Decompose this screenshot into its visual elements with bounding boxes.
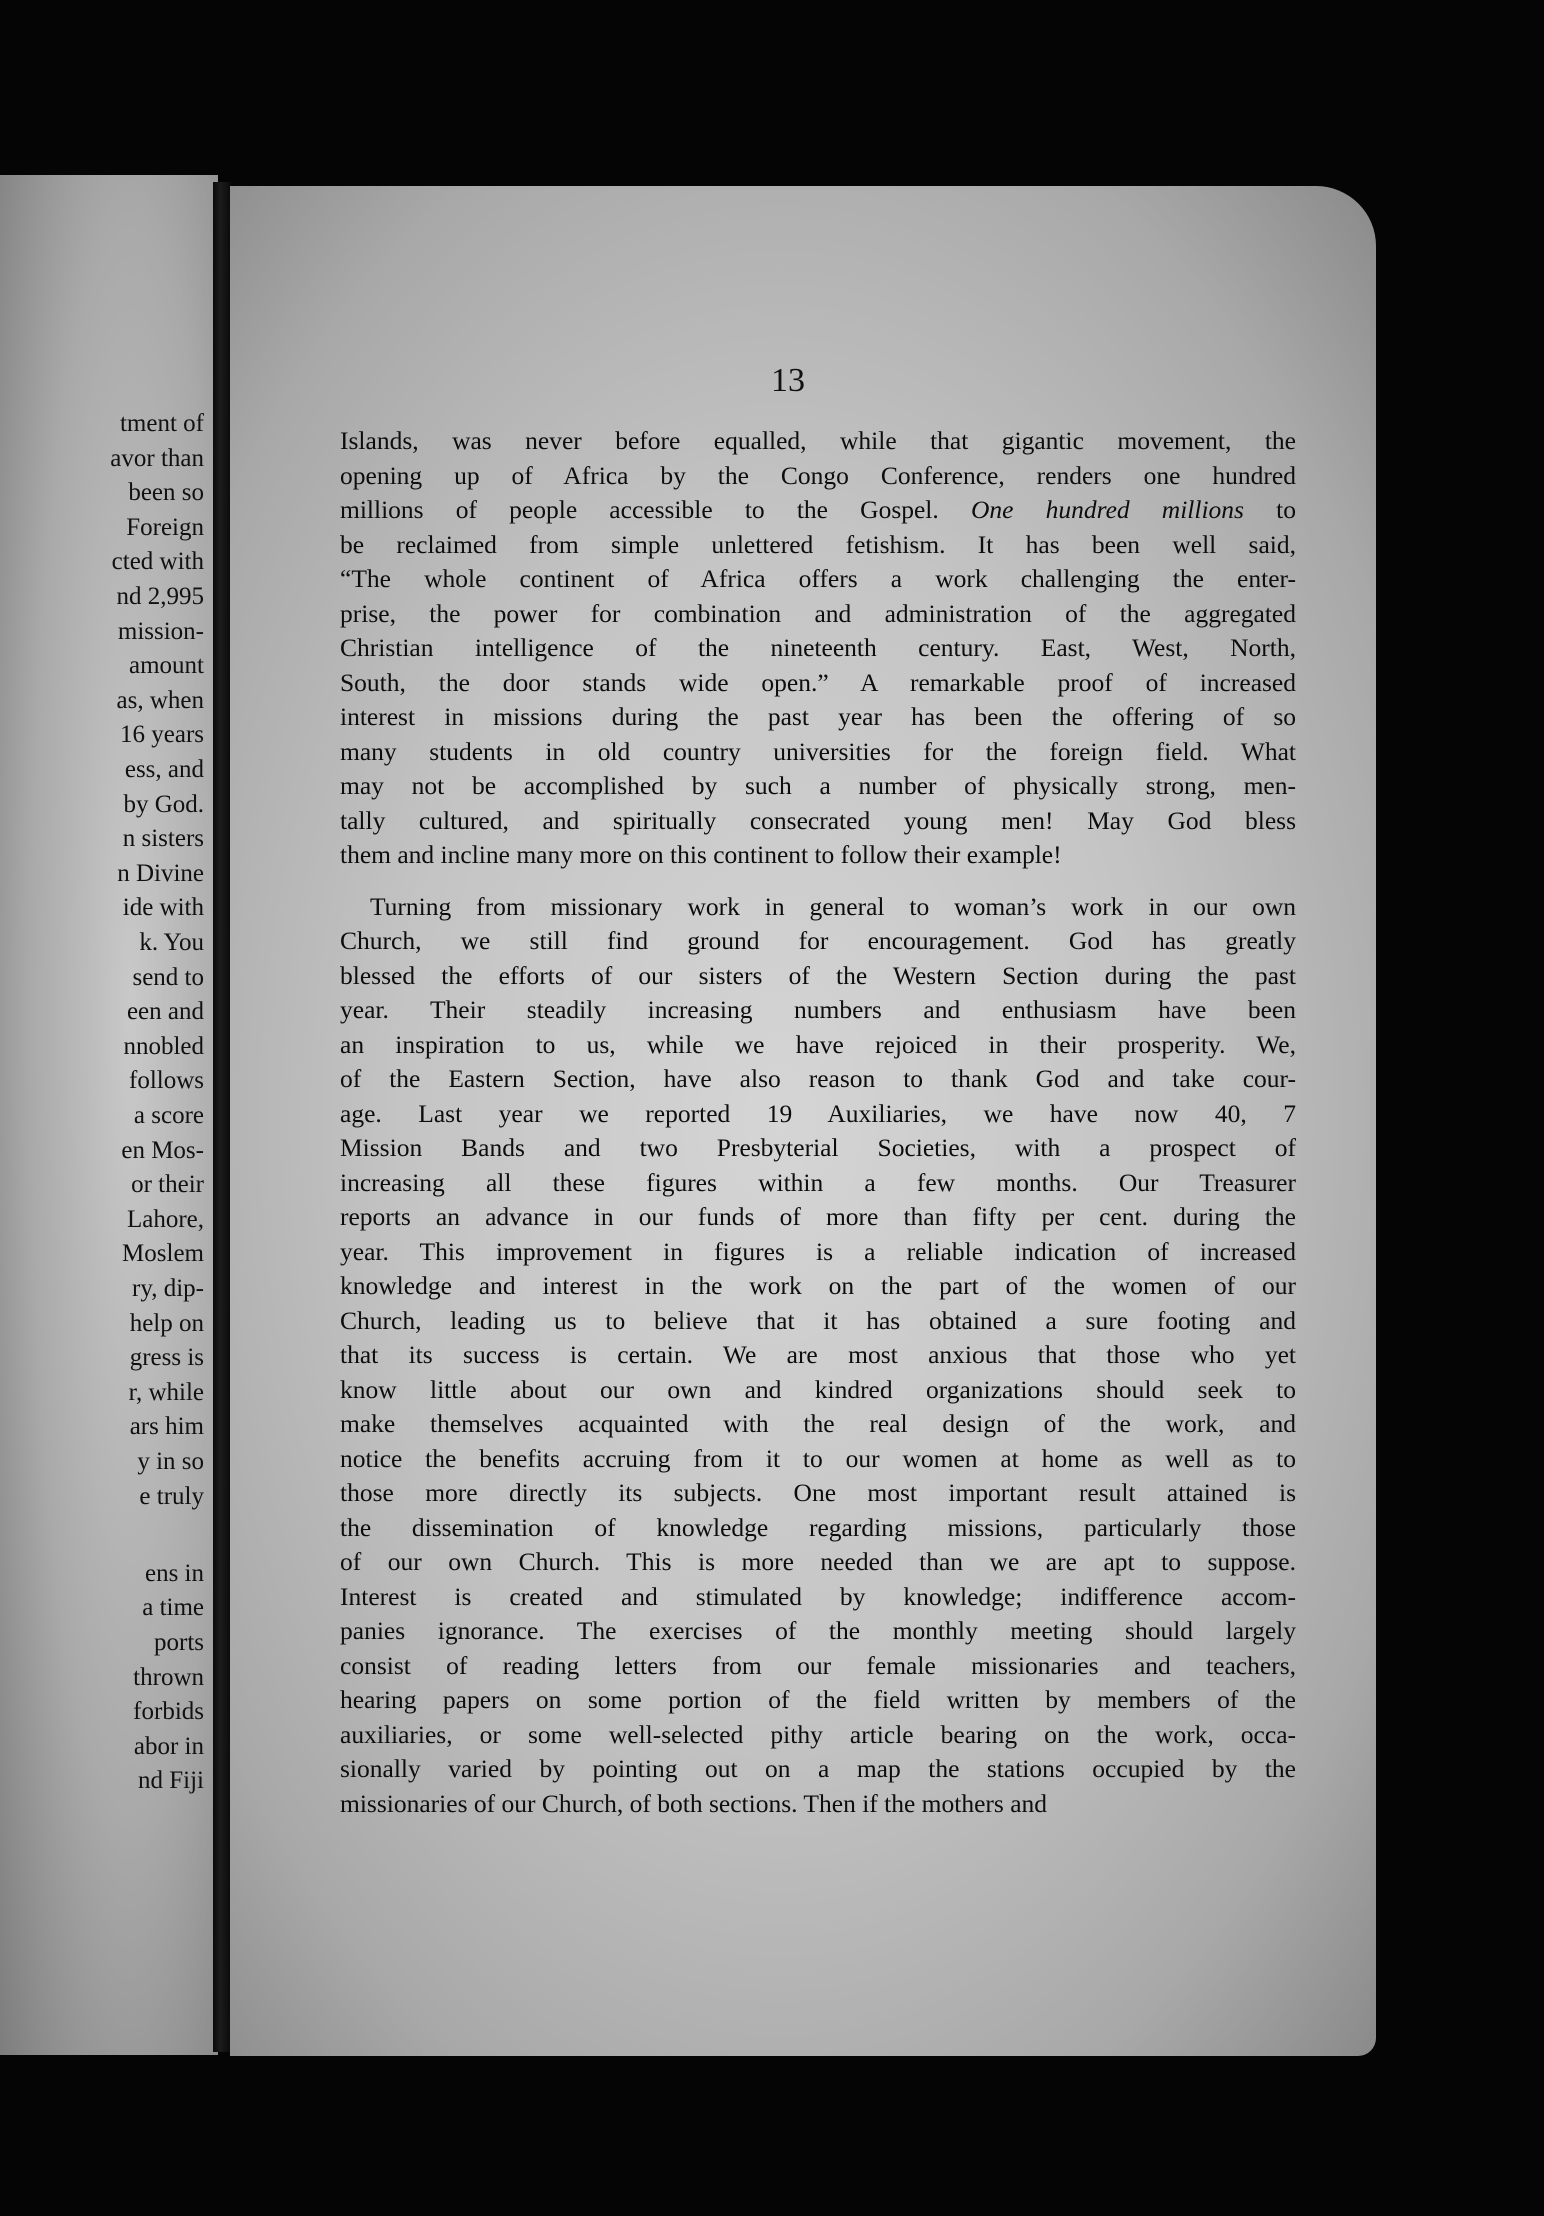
- left-page-line: ars him: [129, 1413, 204, 1441]
- text-line: Islands, was never before equalled, while that gigantic movement, the: [340, 426, 1296, 455]
- text-line: Christian intelligence of the nineteenth century. East, West, North,: [340, 633, 1296, 662]
- page-number: 13: [771, 362, 805, 399]
- left-page-line: help on: [129, 1309, 204, 1337]
- text-line: increasing all these figures within a few months. Our Treasurer: [340, 1167, 1296, 1197]
- left-page-line: n sisters: [122, 825, 204, 853]
- paragraph-gap: [340, 873, 1296, 890]
- text-line: Church, we still find ground for encouragement. God has greatly: [340, 926, 1296, 955]
- text-fragment: to: [1276, 495, 1296, 524]
- left-page-line: Moslem: [122, 1240, 204, 1268]
- left-page-line: abor in: [133, 1732, 204, 1760]
- text-line: that its success is certain. We are most anxious that those who yet: [340, 1340, 1296, 1369]
- body-text: [340, 424, 1296, 1821]
- text-line: Church, leading us to believe that it has obtained a sure footing and: [340, 1305, 1296, 1335]
- left-page-line: e truly: [139, 1482, 204, 1510]
- left-page-line: cted with: [111, 548, 204, 576]
- text-line: of the Eastern Section, have also reason to thank God and take cour-: [340, 1064, 1296, 1093]
- text-line: reports an advance in our funds of more than fifty per cent. during the: [340, 1202, 1296, 1231]
- text-line: hearing papers on some portion of the field written by members of the: [340, 1685, 1296, 1714]
- text-line: make themselves acquainted with the real design of the work, and: [340, 1409, 1296, 1438]
- text-line: an inspiration to us, while we have rejoiced in their prosperity. We,: [340, 1029, 1296, 1059]
- text-line: “The whole continent of Africa offers a work challenging the enter-: [340, 564, 1296, 593]
- left-page-line: n Divine: [117, 859, 204, 887]
- left-page-line: avor than: [110, 444, 204, 472]
- text-line: notice the benefits accruing from it to our women at home as well as to: [340, 1443, 1296, 1473]
- book-gutter: [213, 182, 231, 2052]
- text-line: prise, the power for combination and administration of the aggregated: [340, 598, 1296, 628]
- text-line: Mission Bands and two Presbyterial Societies, with a prospect of: [340, 1133, 1296, 1162]
- left-page-line: nd 2,995: [116, 583, 204, 610]
- text-line: South, the door stands wide open.” A remarkable proof of increased: [340, 667, 1296, 697]
- left-page-line: ports: [154, 1629, 204, 1656]
- text-fragment: millions of people accessible to the Gospel.: [340, 495, 939, 524]
- text-line: many students in old country universities for the foreign field. What: [340, 736, 1296, 766]
- left-page-line: k. You: [139, 929, 204, 956]
- left-page-line: a time: [142, 1594, 204, 1622]
- italic-emphasis: One hundred millions: [970, 495, 1244, 524]
- text-line: may not be accomplished by such a number of physically strong, men-: [340, 771, 1296, 800]
- text-line: interest in missions during the past year has been the offering of so: [340, 702, 1296, 731]
- text-line: sionally varied by pointing out on a map the stations occupied by the: [340, 1754, 1296, 1783]
- left-page-line: nnobled: [123, 1032, 204, 1060]
- left-facing-page: [0, 175, 218, 2055]
- text-line: panies ignorance. The exercises of the monthly meeting should largely: [340, 1616, 1296, 1645]
- left-page-line: as, when: [116, 686, 204, 714]
- left-page-line: mission-: [117, 617, 204, 645]
- left-page-line: thrown: [133, 1663, 204, 1691]
- left-page-line: by God.: [123, 790, 204, 818]
- text-line: missionaries of our Church, of both sections. Then if the mothers and: [340, 1788, 1048, 1818]
- text-line: age. Last year we reported 19 Auxiliaries, we have now 40, 7: [340, 1098, 1296, 1128]
- left-page-line: been so: [128, 479, 204, 507]
- left-page-line: Lahore,: [126, 1205, 204, 1233]
- left-page-line: follows: [129, 1067, 204, 1095]
- left-page-line: or their: [131, 1171, 204, 1199]
- text-line: Turning from missionary work in general to woman’s work in our own: [370, 891, 1296, 921]
- text-line: of our own Church. This is more needed than we are apt to suppose.: [340, 1547, 1296, 1576]
- text-line: consist of reading letters from our female missionaries and teachers,: [340, 1650, 1296, 1680]
- text-line: tally cultured, and spiritually consecrated young men! May God bless: [340, 805, 1296, 835]
- text-line: auxiliaries, or some well-selected pithy article bearing on the work, occa-: [340, 1719, 1296, 1749]
- left-page-line: amount: [129, 652, 204, 680]
- text-line: be reclaimed from simple unlettered fetishism. It has been well said,: [340, 529, 1296, 559]
- left-page-line: een and: [126, 998, 204, 1026]
- left-page-line: r, while: [128, 1378, 204, 1406]
- left-page-line: a score: [133, 1102, 204, 1129]
- text-line: Interest is created and stimulated by knowledge; indifference accom-: [340, 1581, 1296, 1611]
- left-page-line: forbids: [133, 1698, 204, 1726]
- text-line: them and incline many more on this continent to follow their example!: [340, 840, 1062, 869]
- left-page-line: gress is: [129, 1344, 204, 1372]
- left-page-line: y in so: [137, 1448, 204, 1475]
- text-line: know little about our own and kindred organizations should seek to: [340, 1374, 1296, 1404]
- text-line: the dissemination of knowledge regarding missions, particularly those: [340, 1512, 1296, 1542]
- text-line: those more directly its subjects. One most important result attained is: [340, 1478, 1296, 1507]
- left-page-line: Foreign: [126, 513, 204, 541]
- left-page-line: ess, and: [124, 756, 204, 783]
- text-line: year. Their steadily increasing numbers and enthusiasm have been: [340, 995, 1296, 1024]
- text-line: year. This improvement in figures is a reliable indication of increased: [340, 1236, 1296, 1266]
- left-page-line: ide with: [122, 894, 204, 922]
- left-page-line: ens in: [144, 1559, 204, 1587]
- left-page-line: tment of: [119, 410, 204, 437]
- left-page-line: nd Fiji: [138, 1767, 204, 1795]
- left-page-line: ry, dip-: [132, 1275, 204, 1302]
- left-page-line: send to: [132, 963, 204, 991]
- text-line: [340, 493, 1296, 528]
- left-page-line: en Mos-: [121, 1136, 204, 1164]
- text-line: opening up of Africa by the Congo Conference, renders one hundred: [340, 460, 1296, 490]
- text-line: knowledge and interest in the work on the part of the women of our: [340, 1271, 1296, 1300]
- main-page: [230, 186, 1376, 2056]
- text-line: blessed the efforts of our sisters of the Western Section during the past: [340, 960, 1296, 990]
- left-page-line: 16 years: [120, 721, 204, 749]
